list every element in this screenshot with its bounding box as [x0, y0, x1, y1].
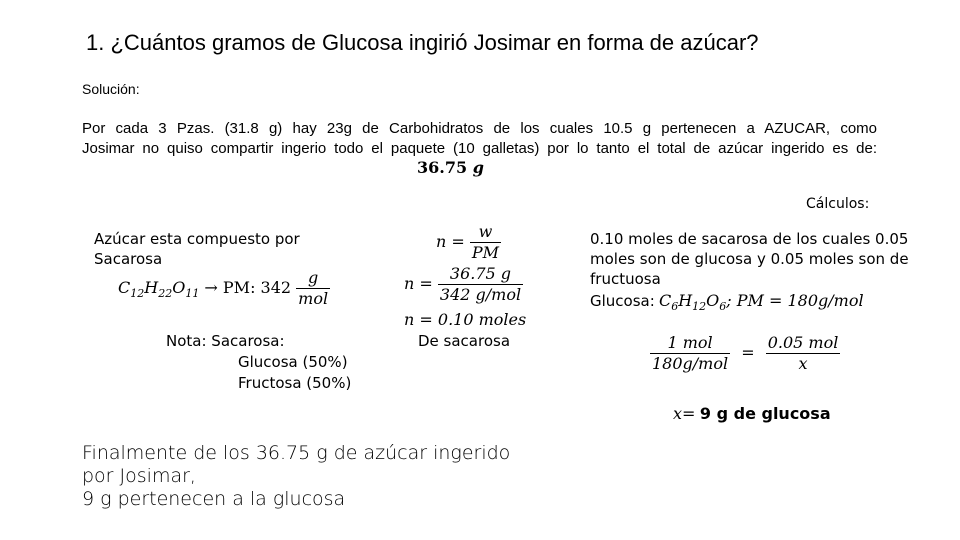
ratio-left-den: 180g/mol [652, 354, 729, 373]
solution-paragraph [82, 119, 877, 159]
moles-formula [436, 222, 501, 263]
explanation-line-3: fructuosa [590, 270, 661, 288]
final-statement [82, 442, 510, 511]
moles-result: n = 0.10 moles [404, 310, 527, 329]
result-value: 9 g de glucosa [699, 404, 831, 423]
eq2-lhs: n = [404, 274, 433, 293]
moles-result-caption: De sacarosa [418, 332, 511, 350]
eq2-num: 36.75 g [438, 264, 523, 285]
paragraph-line-1: Por cada 3 Pzas. (31.8 g) hay 23g de Carbohidratos de los cuales 10.5 g pertenecen a AZUCAR, como [82, 120, 877, 137]
question-title: 1. ¿Cuántos gramos de Glucosa ingirió Josimar en forma de azúcar? [86, 30, 759, 55]
ratio-right-fraction [766, 333, 841, 374]
ratio-equals: = [741, 343, 755, 362]
composition-line-2: Sacarosa [94, 250, 163, 268]
answer-unit: g [472, 158, 484, 177]
formula-units-num: g [296, 268, 330, 289]
ratio-right-num: 0.05 mol [767, 333, 839, 352]
sucrose-formula-text: $C_{12}H_{22}O_{11}$ [118, 278, 200, 301]
answer-number: 36.75 [417, 158, 468, 177]
ratio-right-den: x [798, 354, 808, 373]
ratio-left-num: 1 mol [650, 333, 730, 354]
total-sugar-answer [417, 158, 484, 177]
ratio-left-fraction [650, 333, 730, 374]
formula-units-den: mol [298, 289, 329, 308]
moles-substitution [404, 264, 523, 305]
glucose-pm: ; PM = 180g/mol [726, 291, 864, 310]
glucose-formula-text: $C_6H_{12}O_6$ [658, 291, 727, 314]
glucose-explanation [590, 229, 909, 289]
composition-text [94, 229, 300, 269]
eq2-fraction [438, 264, 523, 305]
eq1-num: w [470, 222, 501, 243]
eq1-den: PM [471, 243, 500, 262]
result-x: x= [673, 404, 696, 423]
eq1-fraction [470, 222, 501, 263]
explanation-line-2: moles son de glucosa y 0.05 moles son de [590, 250, 909, 268]
eq1-lhs: n = [436, 232, 465, 251]
glucose-ratio [650, 333, 840, 374]
explanation-line-1: 0.10 moles de sacarosa de los cuales 0.05 [590, 230, 909, 248]
paragraph-line-2: Josimar no quiso compartir ingerio todo el paquete (10 galletas) por lo tanto el total de azúcar ingerido es de: [82, 140, 877, 157]
glucose-result [673, 404, 831, 424]
final-line-1: Finalmente de los 36.75 g de azúcar ingerido [82, 442, 511, 464]
formula-pm-prefix: → PM: 342 [204, 278, 292, 297]
note-fructose: Fructosa (50%) [238, 374, 352, 392]
glucose-label: Glucosa: [590, 292, 655, 310]
final-line-2: por Josimar, [82, 465, 196, 487]
note-label: Nota: Sacarosa: [166, 332, 285, 350]
solution-label: Solución: [82, 81, 140, 97]
note-glucose: Glucosa (50%) [238, 353, 348, 371]
calculations-label: Cálculos: [806, 196, 870, 212]
formula-units-fraction [296, 268, 330, 309]
sucrose-formula [118, 268, 330, 309]
glucose-formula [590, 291, 864, 313]
composition-line-1: Azúcar esta compuesto por [94, 230, 300, 248]
final-line-3: 9 g pertenecen a la glucosa [82, 488, 346, 510]
eq2-den: 342 g/mol [439, 285, 522, 304]
